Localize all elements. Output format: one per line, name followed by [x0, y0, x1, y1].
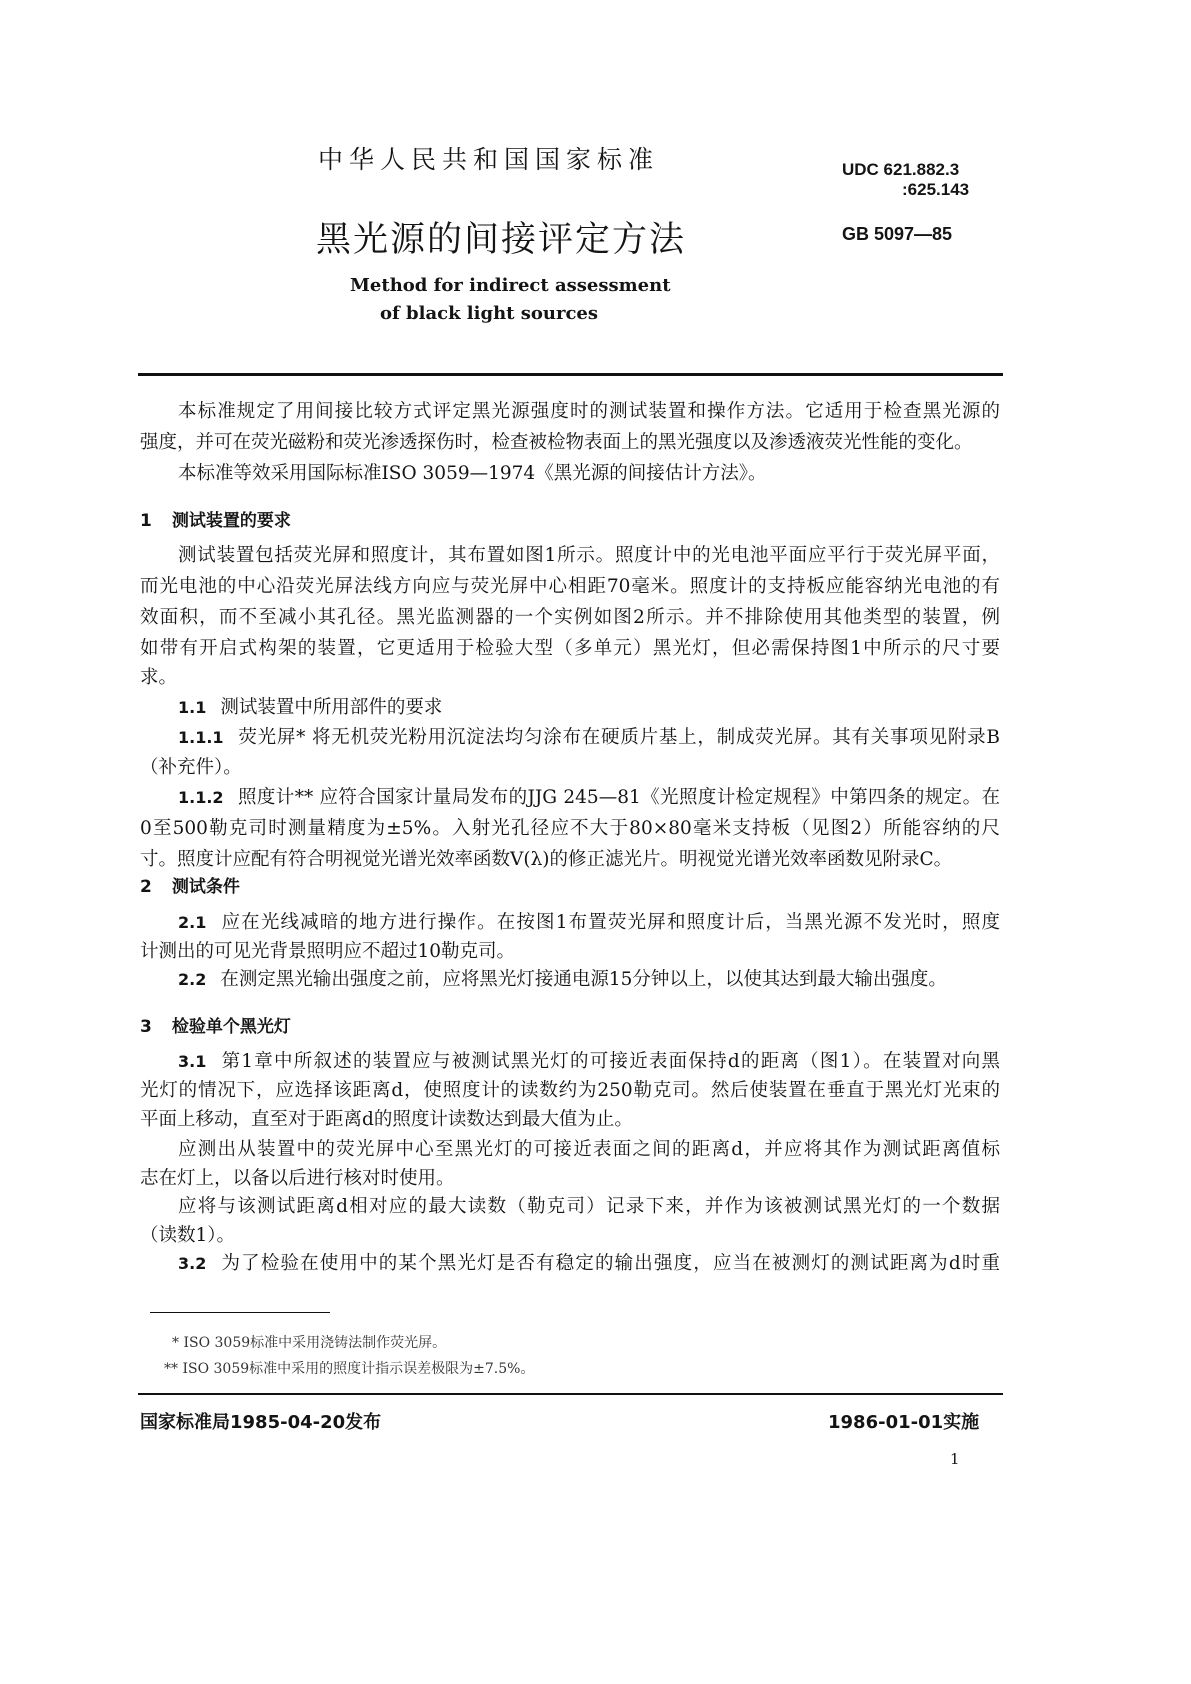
- issue-date: 国家标准局1985-04-20发布: [140, 1412, 382, 1433]
- paragraph-line: （补充件）。: [140, 757, 242, 778]
- paragraph-line: 而光电池的中心沿荧光屏法线方向应与荧光屏中心相距70毫米。照度计的支持板应能容纳光电池的有: [140, 576, 1000, 597]
- footnote: ** ISO 3059标准中采用的照度计指示误差极限为±7.5%。: [164, 1361, 535, 1377]
- paragraph-line: 应将与该测试距离d相对应的最大读数（勒克司）记录下来，并作为该被测试黑光灯的一个数据: [178, 1196, 1000, 1217]
- subsection-3-1: 3.1 第1章中所叙述的装置应与被测试黑光灯的可接近表面保持d的距离（图1）。在装置对向黑: [178, 1051, 1000, 1072]
- udc-code-2: :625.143: [902, 180, 970, 199]
- paragraph-line: 求。: [140, 667, 178, 688]
- standard-org: 中华人民共和国国家标准: [318, 145, 660, 174]
- paragraph-line: 平面上移动，直至对于距离d的照度计读数达到最大值为止。: [140, 1109, 633, 1130]
- footer-rule: [138, 1393, 1003, 1395]
- paragraph-line: 志在灯上，以备以后进行核对时使用。: [140, 1168, 455, 1189]
- effective-date: 1986-01-01实施: [828, 1412, 980, 1433]
- subsection-3-2: 3.2 为了检验在使用中的某个黑光灯是否有稳定的输出强度，应当在被测灯的测试距离为d时重: [178, 1253, 1000, 1274]
- intro-line: 本标准规定了用间接比较方式评定黑光源强度时的测试装置和操作方法。它适用于检查黑光源的: [178, 401, 1000, 422]
- paragraph-line: 计测出的可见光背景照明应不超过10勒克司。: [140, 941, 516, 962]
- paragraph-line: 应测出从装置中的荧光屏中心至黑光灯的可接近表面之间的距离d，并应将其作为测试距离值标: [178, 1139, 1000, 1160]
- paragraph-line: 效面积，而不至减小其孔径。黑光监测器的一个实例如图2所示。并不排除使用其他类型的装置，例: [140, 607, 1000, 628]
- header-rule: [138, 373, 1003, 376]
- intro-line: 本标准等效采用国际标准ISO 3059—1974《黑光源的间接估计方法》。: [178, 463, 767, 484]
- english-title-2: of black light sources: [380, 303, 598, 324]
- english-title-1: Method for indirect assessment: [350, 275, 671, 296]
- subsection-1-1: 1.1 测试装置中所用部件的要求: [178, 697, 443, 718]
- section-1-heading: 1 测试装置的要求: [140, 511, 291, 531]
- paragraph-line: 测试装置包括荧光屏和照度计，其布置如图1所示。照度计中的光电池平面应平行于荧光屏平面，: [178, 545, 1000, 566]
- gb-number: GB 5097—85: [842, 224, 953, 244]
- footnote-rule: [150, 1312, 330, 1313]
- intro-line: 强度，并可在荧光磁粉和荧光渗透探伤时，检查被检物表面上的黑光强度以及渗透液荧光性能的变化。: [140, 432, 973, 453]
- paragraph-line: 0至500勒克司时测量精度为±5%。入射光孔径应不大于80×80毫米支持板（见图2）所能容纳的尺: [140, 818, 1000, 839]
- paragraph-line: 光灯的情况下，应选择该距离d，使照度计的读数约为250勒克司。然后使装置在垂直于黑光灯光束的: [140, 1080, 1000, 1101]
- section-3-heading: 3 检验单个黑光灯: [140, 1017, 291, 1037]
- subsection-2-1: 2.1 应在光线减暗的地方进行操作。在按图1布置荧光屏和照度计后，当黑光源不发光时，照度: [178, 912, 1000, 933]
- udc-code: UDC 621.882.3: [842, 160, 960, 179]
- paragraph-line: 如带有开启式构架的装置，它更适用于检验大型（多单元）黑光灯，但必需保持图1中所示的尺寸要: [140, 638, 1000, 659]
- footnote: * ISO 3059标准中采用浇铸法制作荧光屏。: [172, 1335, 447, 1351]
- subsection-1-1-1: 1.1.1 荧光屏* 将无机荧光粉用沉淀法均匀涂布在硬质片基上，制成荧光屏。其有关事项见附录B: [178, 727, 1000, 748]
- subsection-1-1-2: 1.1.2 照度计** 应符合国家计量局发布的JJG 245—81《光照度计检定规程》中第四条的规定。在: [178, 787, 1000, 808]
- page-number: 1: [950, 1450, 960, 1468]
- paragraph-line: （读数1）。: [140, 1225, 236, 1246]
- section-2-heading: 2 测试条件: [140, 877, 240, 897]
- subsection-2-2: 2.2 在测定黑光输出强度之前，应将黑光灯接通电源15分钟以上，以使其达到最大输出强度。: [178, 969, 947, 990]
- page-title: 黑光源的间接评定方法: [316, 220, 687, 260]
- paragraph-line: 寸。照度计应配有符合明视觉光谱光效率函数V(λ)的修正滤光片。明视觉光谱光效率函数见附录C。: [140, 849, 953, 870]
